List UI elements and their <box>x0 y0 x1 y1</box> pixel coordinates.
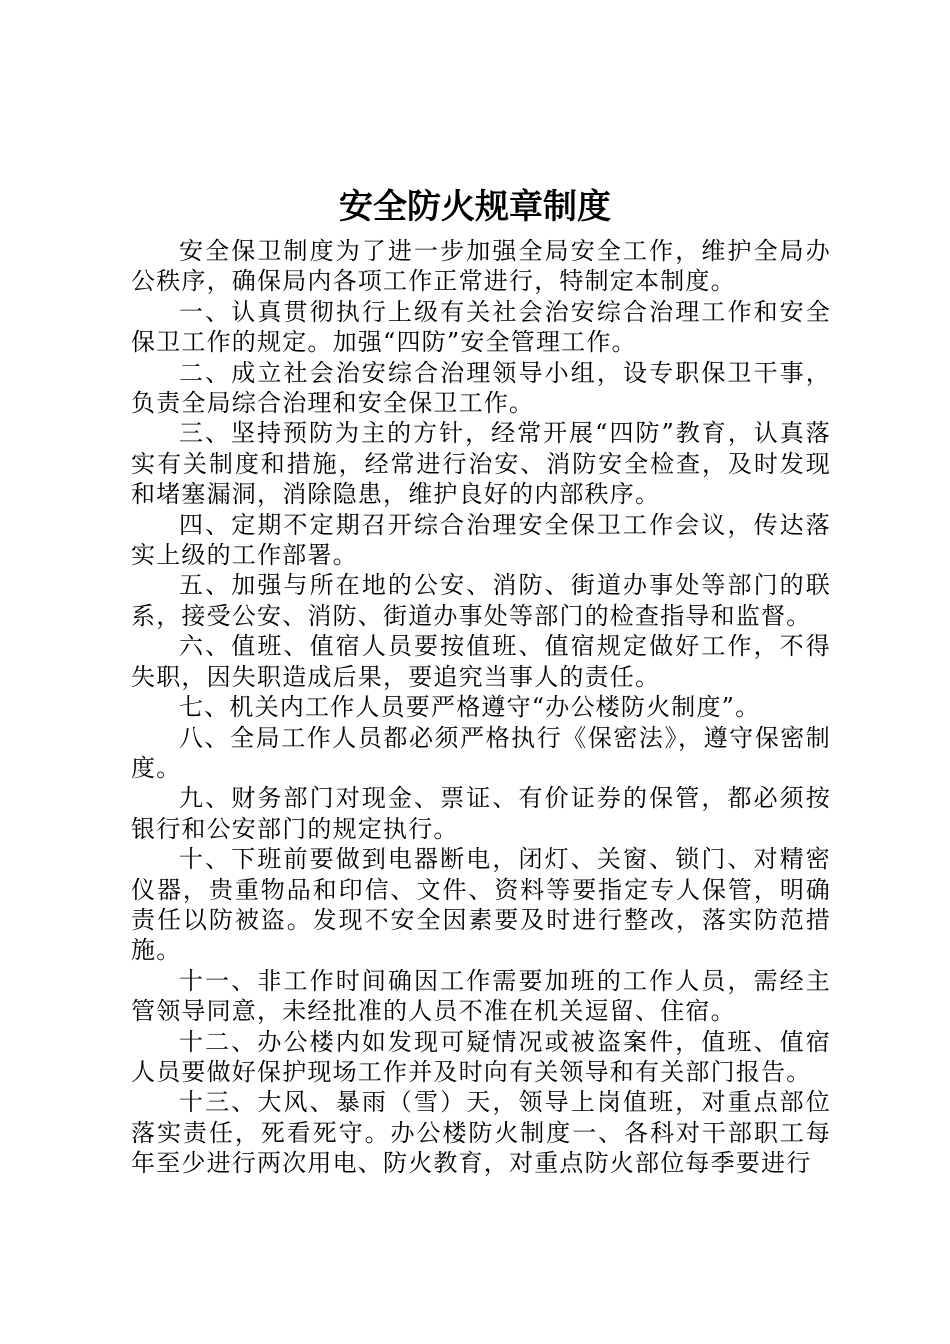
paragraph-rule-10: 十、下班前要做到电器断电，闭灯、关窗、锁门、对精密仪器，贵重物品和印信、文件、资料等要指定专人保管，明确责任以防被盗。发现不安全因素要及时进行整改，落实防范措施。 <box>131 845 831 965</box>
paragraph-rule-8: 八、全局工作人员都必须严格执行《保密法》，遵守保密制度。 <box>131 723 831 782</box>
document-body <box>131 236 831 1179</box>
document-title: 安全防火规章制度 <box>339 187 611 227</box>
paragraph-rule-4: 四、定期不定期召开综合治理安全保卫工作会议，传达落实上级的工作部署。 <box>131 510 831 570</box>
paragraph-intro: 安全保卫制度为了进一步加强全局安全工作，维护全局办公秩序，确保局内各项工作正常进行，特制定本制度。 <box>131 237 831 296</box>
paragraph-rule-11: 十一、非工作时间确因工作需要加班的工作人员，需经主管领导同意，未经批准的人员不准在机关逗留、住宿。 <box>131 966 831 1026</box>
paragraph-rule-1: 一、认真贯彻执行上级有关社会治安综合治理工作和安全保卫工作的规定。加强“四防”安全管理工作。 <box>131 297 831 357</box>
paragraph-rule-5: 五、加强与所在地的公安、消防、街道办事处等部门的联系，接受公安、消防、街道办事处等部门的检查指导和监督。 <box>131 571 831 630</box>
paragraph-rule-7: 七、机关内工作人员要严格遵守“办公楼防火制度”。 <box>179 693 761 722</box>
paragraph-rule-9: 九、财务部门对现金、票证、有价证券的保管，都必须按银行和公安部门的规定执行。 <box>131 784 831 843</box>
paragraph-rule-6: 六、值班、值宿人员要按值班、值宿规定做好工作，不得失职，因失职造成后果，要追究当事人的责任。 <box>131 632 831 691</box>
paragraph-rule-13: 十三、大风、暴雨（雪）天，领导上岗值班，对重点部位落实责任，死看死守。办公楼防火制度一、各科对干部职工每年至少进行两次用电、防火教育，对重点防火部位每季要进行 <box>131 1088 831 1178</box>
paragraph-rule-2: 二、成立社会治安综合治理领导小组，设专职保卫干事，负责全局综合治理和安全保卫工作。 <box>131 358 831 418</box>
paragraph-rule-12: 十二、办公楼内如发现可疑情况或被盗案件，值班、值宿人员要做好保护现场工作并及时向有关领导和有关部门报告。 <box>131 1027 831 1086</box>
paragraph-rule-3: 三、坚持预防为主的方针，经常开展“四防”教育，认真落实有关制度和措施，经常进行治安、消防安全检查，及时发现和堵塞漏洞，消除隐患，维护良好的内部秩序。 <box>131 419 831 509</box>
